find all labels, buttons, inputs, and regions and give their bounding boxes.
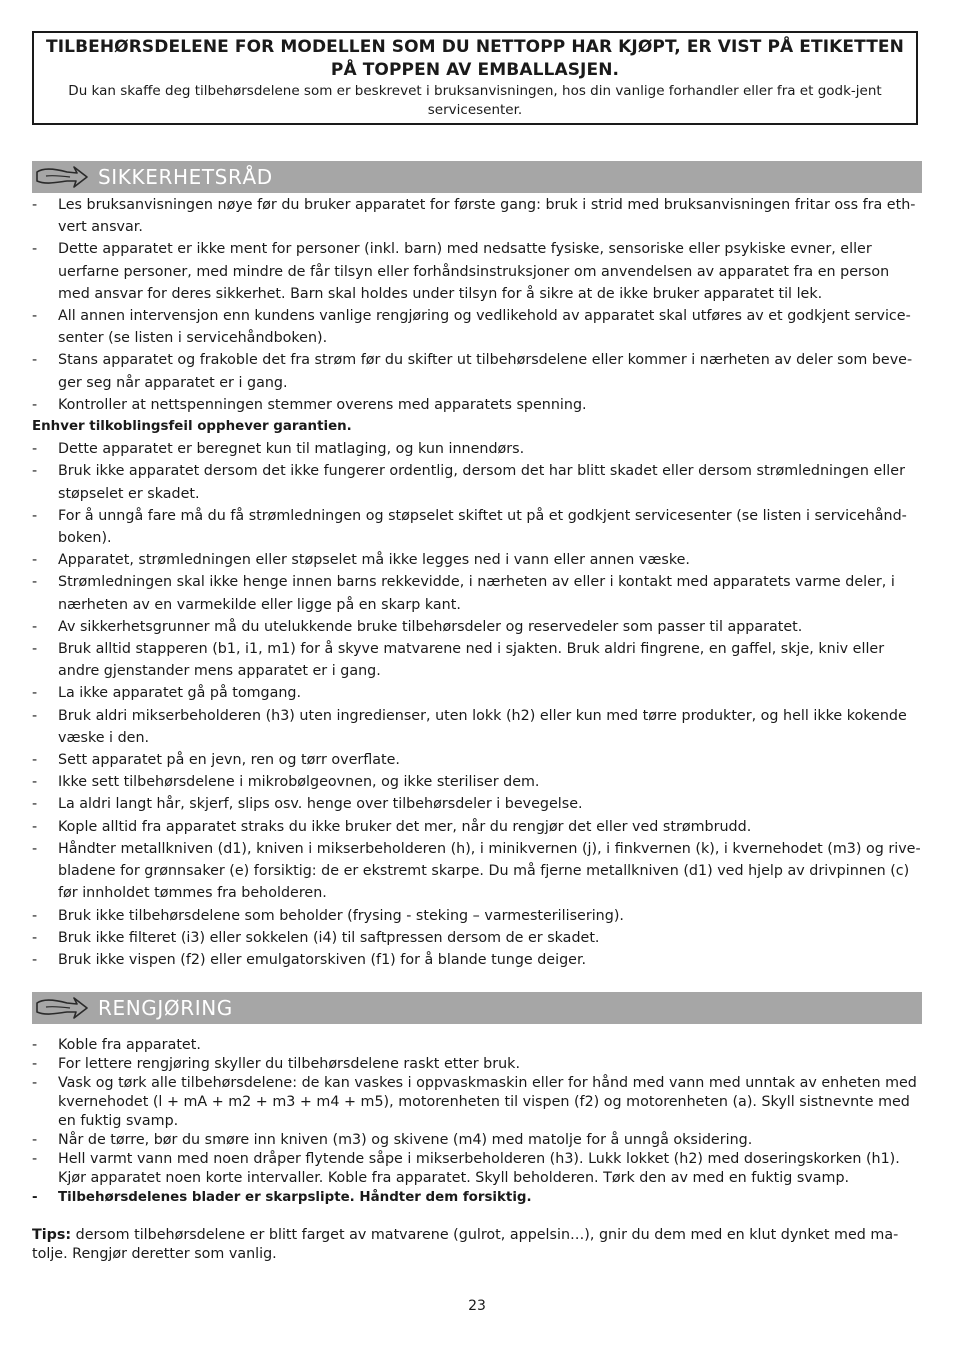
bullet-dash: -	[32, 752, 38, 769]
bullet-dash: -	[32, 1132, 38, 1148]
list-item-text: Kople alltid fra apparatet straks du ikke bruker det mer, når du rengjør det eller ved strømbrudd.	[58, 818, 752, 835]
list-item-text: La ikke apparatet gå på tomgang.	[58, 685, 302, 702]
list-item-text: Vask og tørk alle tilbehørsdelene: de kan vaskes i oppvaskmaskin eller for hånd med vann med unntak av enheten med kvernehodet (l + mA + m2 + m3 + m4 + m5), motorenheten til vispen (f2) og motorenheten (a). Skyll sistnevnte med en fuktig svamp.	[58, 1075, 917, 1129]
list-item-text: Av sikkerhetsgrunner må du utelukkende bruke tilbehørsdeler og reservedeler som passer til apparatet.	[58, 618, 803, 635]
list-item	[32, 949, 922, 971]
list-item-text: Strømledningen skal ikke henge innen barns rekkevidde, i nærheten av eller i kontakt med apparatets varme deler, i nærheten av en varmekilde eller ligge på en skarp kant.	[58, 574, 895, 613]
list-item	[32, 771, 922, 793]
list-item-text: Hell varmt vann med noen dråper flytende såpe i mikserbeholderen (h3). Lukk lokket (h2) med doseringskorken (h1). Kjør apparatet noen korte intervaller. Koble fra apparatet. Skyll beholderen. Tørk den av med en fuktig svamp.	[58, 1151, 900, 1186]
list-item-text: Når de tørre, bør du smøre inn kniven (m3) og skivene (m4) med matolje for å unngå oksidering.	[58, 1132, 753, 1148]
cleaning-list	[32, 1036, 922, 1207]
list-item	[32, 927, 922, 949]
bullet-dash: -	[32, 707, 38, 724]
hand-arrow-icon	[34, 164, 90, 190]
page-number: 23	[468, 1298, 486, 1314]
section-header-safety	[32, 161, 922, 193]
bullet-dash: -	[32, 1151, 38, 1167]
list-item-text: For å unngå fare må du få strømledningen og støpselet skiftet ut på et godkjent servicesenter (se listen i servicehånd-boken).	[58, 507, 907, 547]
list-item	[32, 705, 922, 749]
bullet-dash: -	[32, 1190, 38, 1205]
list-item	[32, 816, 922, 838]
list-item-text: Stans apparatet og frakoble det fra strøm før du skifter ut tilbehørsdelene eller kommer i nærheten av deler som beve-ger seg når apparatet er i gang.	[58, 352, 913, 391]
bullet-dash: -	[32, 818, 38, 835]
bullet-dash: -	[32, 951, 38, 968]
tips-paragraph	[32, 1226, 904, 1264]
list-item-text: Håndter metallkniven (d1), kniven i mikserbeholderen (h), i minikvernen (j), i finkvernen (k), i kvernehodet (m3) og rive-bladene for grønnsaker (e) forsiktig: de er ekstremt skarpe. Du må fjerne metallkniven (d1) ved hjelp av drivpinnen (c) før innholdet tømmes fra beholderen.	[58, 840, 921, 902]
bullet-dash: -	[32, 441, 38, 458]
bullet-dash: -	[32, 929, 38, 946]
bullet-dash: -	[32, 1075, 38, 1091]
section-header-cleaning	[32, 992, 922, 1024]
list-item	[32, 682, 922, 704]
bullet-dash: -	[32, 1037, 38, 1053]
list-item-text: Enhver tilkoblingsfeil opphever garantien.	[32, 419, 352, 435]
notice-title: TILBEHØRSDELENE FOR MODELLEN SOM DU NETTOPP HAR KJØPT, ER VIST PÅ ETIKETTEN PÅ TOPPEN AV EMBALLASJEN.	[46, 37, 904, 80]
list-item	[32, 1036, 922, 1055]
list-item	[32, 1074, 922, 1131]
bullet-dash: -	[32, 641, 38, 658]
bullet-dash: -	[32, 574, 38, 591]
list-item	[32, 1055, 922, 1074]
list-item-text: For lettere rengjøring skyller du tilbehørsdelene raskt etter bruk.	[58, 1056, 521, 1072]
list-item-text: All annen intervensjon enn kundens vanlige rengjøring og vedlikehold av apparatet skal utføres av et godkjent service-senter (se listen i servicehåndboken).	[58, 308, 911, 347]
list-item	[32, 416, 922, 438]
bullet-dash: -	[32, 907, 38, 924]
list-item-text: Kontroller at nettspenningen stemmer overens med apparatets spenning.	[58, 396, 587, 413]
list-item	[32, 1150, 922, 1188]
list-item-text: Apparatet, strømledningen eller støpselet må ikke legges ned i vann eller annen væske.	[58, 552, 690, 569]
bullet-dash: -	[32, 618, 38, 635]
list-item	[32, 793, 922, 815]
list-item	[32, 638, 922, 682]
bullet-dash: -	[32, 552, 38, 569]
list-item	[32, 394, 922, 416]
bullet-dash: -	[32, 352, 38, 369]
bullet-dash: -	[32, 840, 38, 857]
list-item-text: Tilbehørsdelenes blader er skarpslipte. Håndter dem forsiktig.	[58, 1190, 532, 1205]
list-item-text: Ikke sett tilbehørsdelene i mikrobølgeovnen, og ikke steriliser dem.	[58, 774, 540, 791]
list-item-text: Bruk aldri mikserbeholderen (h3) uten ingredienser, uten lokk (h2) eller kun med tørre produkter, og hell ikke kokende væske i den.	[58, 707, 907, 746]
bullet-dash: -	[32, 507, 38, 524]
notice-body: Du kan skaffe deg tilbehørsdelene som er beskrevet i bruksanvisningen, hos din vanlige forhandler eller fra et godk-jent servicesenter.	[68, 83, 882, 118]
list-item-text: Bruk ikke apparatet dersom det ikke fungerer ordentlig, dersom det har blitt skadet eller dersom strømledningen eller støpselet er skadet.	[58, 463, 905, 502]
list-item	[32, 838, 922, 905]
list-item	[32, 194, 922, 238]
bullet-dash: -	[32, 241, 38, 258]
list-item	[32, 349, 922, 393]
list-item	[32, 238, 922, 305]
list-item-text: Bruk ikke filteret (i3) eller sokkelen (i4) til saftpressen dersom de er skadet.	[58, 929, 600, 946]
hand-arrow-icon	[34, 995, 90, 1021]
bullet-dash: -	[32, 197, 38, 213]
list-item-text: Dette apparatet er ikke ment for personer (inkl. barn) med nedsatte fysiske, sensoriske eller psykiske evner, eller uerfarne personer, med mindre de får tilsyn eller forhåndsinstruksjoner om anvendelsen av apparatet fra en person med ansvar for deres sikkerhet. Barn skal holdes under tilsyn for å sikre at de ikke bruker apparatet til lek.	[58, 241, 890, 302]
bullet-dash: -	[32, 796, 38, 813]
section-title-safety: SIKKERHETSRÅD	[98, 165, 273, 189]
list-item-text: Sett apparatet på en jevn, ren og tørr overflate.	[58, 752, 400, 769]
safety-list	[32, 194, 922, 971]
bullet-dash: -	[32, 685, 38, 702]
list-item-text: Koble fra apparatet.	[58, 1037, 201, 1053]
list-item-text: Bruk alltid stapperen (b1, i1, m1) for å skyve matvarene ned i sjakten. Bruk aldri fingrene, en gaffel, skje, kniv eller andre gjenstander mens apparatet er i gang.	[58, 641, 885, 680]
list-item-text: Les bruksanvisningen nøye før du bruker apparatet for første gang: bruk i strid med bruksanvisningen fritar oss fra eth-vert ansvar.	[58, 197, 916, 236]
list-item	[32, 1188, 922, 1207]
list-item-text: La aldri langt hår, skjerf, slips osv. henge over tilbehørsdeler i bevegelse.	[58, 796, 583, 813]
list-item	[32, 460, 922, 504]
list-item-text: Bruk ikke tilbehørsdelene som beholder (frysing - steking – varmesterilisering).	[58, 907, 624, 924]
list-item	[32, 616, 922, 638]
list-item-text: Bruk ikke vispen (f2) eller emulgatorskiven (f1) for å blande tunge deiger.	[58, 951, 587, 968]
list-item	[32, 905, 922, 927]
tips-text: dersom tilbehørsdelene er blitt farget av matvarene (gulrot, appelsin…), gnir du dem med en klut dynket med ma-tolje. Rengjør deretter som vanlig.	[32, 1227, 899, 1262]
list-item	[32, 571, 922, 615]
bullet-dash: -	[32, 308, 38, 325]
list-item	[32, 749, 922, 771]
list-item	[32, 549, 922, 571]
bullet-dash: -	[32, 463, 38, 480]
list-item	[32, 1131, 922, 1150]
bullet-dash: -	[32, 774, 38, 791]
tips-label: Tips:	[32, 1227, 72, 1243]
list-item	[32, 305, 922, 349]
notice-box	[32, 31, 918, 125]
section-title-cleaning: RENGJØRING	[98, 996, 233, 1020]
bullet-dash: -	[32, 1056, 38, 1072]
bullet-dash: -	[32, 396, 38, 413]
list-item	[32, 438, 922, 460]
list-item-text: Dette apparatet er beregnet kun til matlaging, og kun innendørs.	[58, 441, 525, 458]
list-item	[32, 505, 922, 549]
